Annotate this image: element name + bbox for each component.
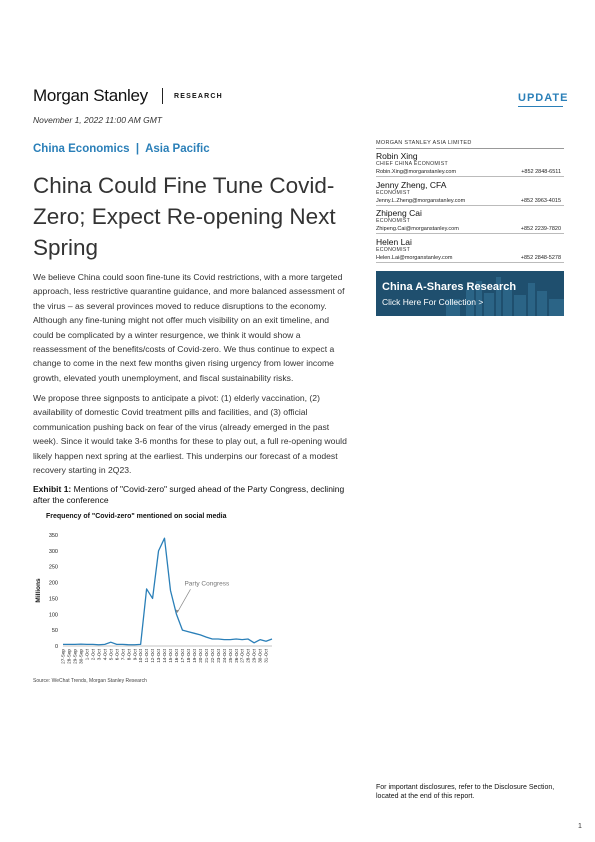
x-tick-label: 16-Oct — [174, 649, 180, 663]
y-tick-label: 300 — [48, 548, 58, 555]
a-shares-banner[interactable] — [376, 271, 564, 316]
analyst-role: ECONOMIST — [376, 190, 411, 196]
series-line — [63, 538, 272, 645]
contact-divider — [376, 176, 564, 177]
analyst-contact — [376, 180, 564, 206]
skyline-graphic — [376, 271, 564, 316]
analyst-email[interactable]: Robin.Xing@morganstanley.com — [376, 169, 457, 175]
analyst-email[interactable]: Zhipeng.Cai@morganstanley.com — [376, 226, 459, 232]
analyst-email[interactable]: Helen.Lai@morganstanley.com — [376, 255, 453, 261]
y-tick-label: 0 — [54, 644, 58, 650]
x-tick-label: 19-Oct — [191, 649, 197, 663]
analyst-role: ECONOMIST — [376, 218, 411, 224]
x-tick-label: 15-Oct — [168, 649, 174, 663]
analyst-phone: +852 2239-7820 — [520, 226, 561, 232]
x-tick-label: 11-Oct — [144, 649, 150, 663]
y-tick-label: 200 — [48, 580, 58, 587]
y-tick-label: 100 — [48, 612, 58, 619]
analyst-name: Robin Xing — [376, 151, 418, 161]
analyst-role: CHIEF CHINA ECONOMIST — [376, 161, 449, 167]
x-tick-label: 6-Oct — [114, 649, 120, 661]
x-tick-label: 27-Oct — [239, 649, 245, 663]
sidebar-divider — [376, 148, 564, 149]
section-label: China Economics | Asia Pacific — [33, 143, 210, 155]
exhibit-label: Exhibit 1: — [33, 484, 72, 494]
logo-divider — [162, 88, 163, 104]
analyst-org: MORGAN STANLEY ASIA LIMITED — [376, 140, 472, 146]
x-tick-label: 24-Oct — [221, 649, 227, 663]
x-tick-label: 21-Oct — [203, 649, 209, 663]
publish-date: November 1, 2022 11:00 AM GMT — [33, 115, 162, 125]
exhibit-caption-text: Mentions of "Covid-zero" surged ahead of the Party Congress, declining after the conference — [33, 484, 345, 505]
x-tick-label: 4-Oct — [102, 649, 108, 661]
y-tick-label: 250 — [48, 564, 58, 571]
x-tick-label: 10-Oct — [138, 649, 144, 663]
brand-logo: Morgan Stanley — [33, 86, 148, 105]
x-tick-label: 5-Oct — [108, 649, 114, 661]
analyst-phone: +852 3963-4015 — [520, 198, 561, 204]
chart-title: Frequency of "Covid-zero" mentioned on social media — [46, 513, 227, 520]
annotation-arrow — [178, 589, 191, 611]
x-tick-label: 30-Sep — [78, 649, 84, 664]
annotation-label: Party Congress — [184, 580, 230, 588]
contact-divider — [376, 205, 564, 206]
update-tag: UPDATE — [518, 92, 569, 104]
x-tick-label: 2-Oct — [90, 649, 96, 661]
analyst-role: ECONOMIST — [376, 247, 411, 253]
x-tick-label: 1-Oct — [84, 649, 90, 661]
chart-source: Source: WeChat Trends, Morgan Stanley Research — [33, 678, 147, 684]
x-axis — [61, 646, 272, 664]
contact-divider — [376, 262, 564, 263]
x-tick-label: 29-Oct — [251, 649, 257, 663]
line-chart — [30, 525, 280, 680]
x-tick-label: 27-Sep — [60, 649, 66, 664]
x-tick-label: 13-Oct — [156, 649, 162, 663]
analyst-contact — [376, 208, 564, 234]
x-tick-label: 8-Oct — [126, 649, 132, 661]
x-tick-label: 20-Oct — [197, 649, 203, 663]
banner-link[interactable]: Click Here For Collection > — [382, 297, 484, 307]
update-underline — [518, 106, 563, 107]
report-title: China Could Fine Tune Covid-Zero; Expect Re-opening Next Spring — [33, 173, 336, 260]
x-tick-label: 30-Oct — [257, 649, 263, 663]
analyst-name: Jenny Zheng, CFA — [376, 180, 447, 190]
analyst-contact — [376, 237, 564, 263]
x-tick-label: 12-Oct — [150, 649, 156, 663]
analyst-name: Helen Lai — [376, 237, 412, 247]
x-tick-label: 26-Oct — [233, 649, 239, 663]
plot-area — [63, 538, 272, 645]
exhibit-caption — [33, 484, 363, 506]
body-paragraph-1: We believe China could soon fine-tune its Covid restrictions, with a more targeted approach, less restrictive quarantine guidance, and more balanced assessment of the virus – as several provinces moved to reduce disruptions to the economy. Although any fine-tuning might not offer much visibility on an exit timeline, and could be complicated by a winter resurgence, we think it would show a reassessment of the benefits/costs of Covid-zero. We thus continue to expect a change to come in the next few months given rising urgency from lower income growth, elevated youth unemployment, and fiscal sustainability risks. — [33, 272, 345, 383]
banner-title: China A-Shares Research — [382, 281, 517, 293]
contact-divider — [376, 233, 564, 234]
analyst-name: Zhipeng Cai — [376, 208, 422, 218]
division-label: RESEARCH — [174, 93, 223, 100]
x-tick-label: 29-Sep — [72, 649, 78, 664]
analyst-phone: +852 2848-6511 — [521, 169, 561, 175]
x-tick-label: 23-Oct — [215, 649, 221, 663]
body-paragraph-2: We propose three signposts to anticipate a pivot: (1) elderly vaccination, (2) availability of domestic Covid treatment pills and facilities, and (3) official communication pushing back on fear of the virus (already emerged in the past week). Since it would take 3-6 months for these to play out, a full re-opening would likely happen next spring at the earliest. This underpins our forecast of a modest recovery starting in 2Q23. — [33, 393, 347, 476]
analyst-phone: +852 2848-5278 — [520, 255, 561, 261]
x-tick-label: 28-Sep — [66, 649, 72, 664]
x-tick-label: 31-Oct — [263, 649, 269, 663]
x-tick-label: 3-Oct — [96, 649, 102, 661]
y-tick-label: 150 — [48, 596, 58, 603]
disclosure-note: For important disclosures, refer to the Disclosure Section, located at the end of this report. — [376, 784, 555, 800]
x-tick-label: 17-Oct — [180, 649, 186, 663]
y-tick-label: 350 — [48, 533, 58, 539]
analyst-email[interactable]: Jenny.L.Zheng@morganstanley.com — [376, 198, 466, 204]
x-tick-label: 14-Oct — [162, 649, 168, 663]
page-number: 1 — [578, 823, 582, 830]
x-tick-label: 7-Oct — [120, 649, 126, 661]
analyst-contact — [376, 151, 564, 177]
x-tick-label: 22-Oct — [209, 649, 215, 663]
x-tick-label: 25-Oct — [227, 649, 233, 663]
x-tick-label: 9-Oct — [132, 649, 138, 661]
y-axis — [35, 533, 58, 650]
y-axis-label: Millions — [35, 578, 42, 603]
y-tick-label: 50 — [51, 628, 58, 635]
x-tick-label: 18-Oct — [186, 649, 191, 663]
x-tick-label: 28-Oct — [245, 649, 251, 663]
